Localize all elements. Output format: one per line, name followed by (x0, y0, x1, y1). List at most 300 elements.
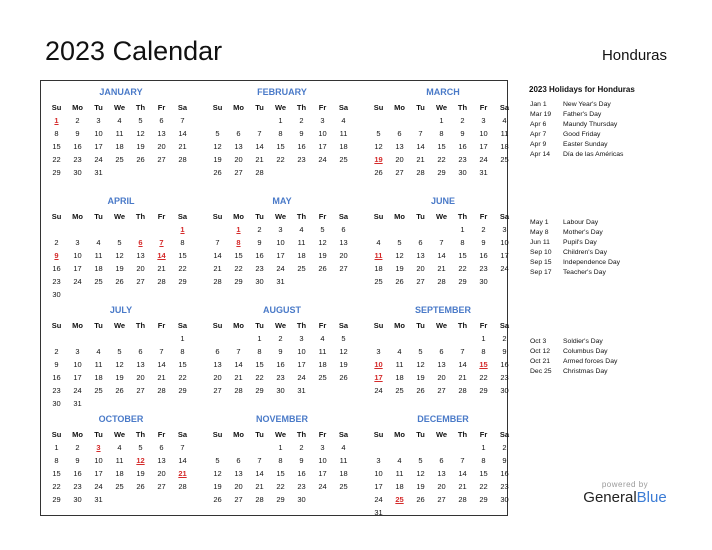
holiday-day: 14 (157, 251, 166, 260)
day-cell: 13 (437, 360, 446, 369)
day-cell: 4 (299, 225, 304, 234)
holiday-group (530, 100, 705, 160)
day-cell: 2 (460, 116, 465, 125)
day-cell: 24 (318, 482, 327, 491)
day-cell: 27 (157, 482, 166, 491)
day-cell: 24 (374, 386, 383, 395)
month-name: SEPTEMBER (414, 305, 471, 315)
day-cell: 11 (94, 360, 103, 369)
holiday-date: Oct 3 (530, 338, 547, 345)
day-cell: 25 (374, 277, 383, 286)
day-cell: 28 (178, 155, 187, 164)
empty-cell (249, 441, 270, 454)
day-cell: 8 (460, 238, 465, 247)
day-cell: 28 (458, 386, 467, 395)
day-cell: 15 (458, 251, 467, 260)
day-cell: 4 (397, 347, 402, 356)
day-cell: 23 (479, 264, 488, 273)
day-cell: 12 (115, 360, 124, 369)
month-name: APRIL (107, 196, 135, 206)
empty-cell (130, 223, 151, 236)
weekday-label: Mo (72, 430, 83, 439)
empty-cell (88, 223, 109, 236)
day-cell: 17 (94, 469, 103, 478)
day-cell: 20 (234, 482, 243, 491)
day-cell: 27 (339, 264, 348, 273)
holiday-date: Apr 6 (530, 121, 547, 128)
day-cell: 8 (278, 456, 283, 465)
day-cell: 31 (94, 168, 103, 177)
weekday-label: We (435, 321, 448, 330)
weekday-label: Su (51, 430, 62, 439)
day-cell: 19 (115, 264, 124, 273)
day-cell: 7 (215, 238, 220, 247)
day-cell: 15 (437, 142, 446, 151)
weekday-header (368, 210, 518, 223)
weekday-label: We (274, 103, 287, 112)
empty-cell (431, 223, 452, 236)
day-cell: 10 (500, 238, 509, 247)
day-cell: 20 (234, 155, 243, 164)
weekday-label: Tu (94, 321, 103, 330)
day-cell: 9 (75, 456, 80, 465)
holiday-day: 25 (395, 495, 404, 504)
day-cell: 23 (500, 482, 509, 491)
weekday-label: Mo (233, 430, 244, 439)
weekday-label: Th (135, 212, 146, 221)
day-cell: 18 (297, 251, 306, 260)
day-cell: 31 (276, 277, 285, 286)
day-cell: 9 (299, 129, 304, 138)
day-cell: 24 (94, 482, 103, 491)
holiday-row (530, 140, 705, 150)
day-grid (46, 332, 196, 410)
weekday-header (46, 319, 196, 332)
day-cell: 25 (339, 482, 348, 491)
day-cell: 16 (255, 251, 264, 260)
day-cell: 11 (318, 347, 327, 356)
calendar-grid-frame (40, 80, 508, 516)
holiday-date: May 8 (530, 229, 549, 236)
empty-cell (249, 114, 270, 127)
weekday-label: Tu (255, 103, 264, 112)
day-cell: 10 (318, 129, 327, 138)
day-cell: 8 (257, 347, 262, 356)
day-cell: 4 (502, 116, 507, 125)
day-cell: 15 (479, 469, 488, 478)
weekday-label: We (274, 321, 287, 330)
day-cell: 20 (339, 251, 348, 260)
empty-cell (88, 332, 109, 345)
holiday-row (530, 268, 705, 278)
weekday-label: Fr (157, 321, 166, 330)
day-cell: 8 (439, 129, 444, 138)
weekday-label: Sa (499, 430, 510, 439)
day-cell: 4 (341, 443, 346, 452)
day-cell: 28 (458, 495, 467, 504)
weekday-label: Fr (318, 103, 327, 112)
day-cell: 25 (115, 155, 124, 164)
day-cell: 1 (460, 225, 465, 234)
day-cell: 22 (479, 482, 488, 491)
weekday-label: Su (373, 212, 384, 221)
day-cell: 27 (157, 155, 166, 164)
weekday-label: Fr (157, 430, 166, 439)
weekday-label: Sa (499, 103, 510, 112)
empty-cell (46, 332, 67, 345)
day-cell: 11 (115, 129, 124, 138)
empty-cell (368, 223, 389, 236)
day-cell: 23 (73, 155, 82, 164)
day-cell: 19 (115, 373, 124, 382)
weekday-label: Sa (177, 103, 188, 112)
day-cell: 19 (395, 264, 404, 273)
holiday-date: Oct 21 (530, 358, 551, 365)
day-cell: 11 (339, 456, 348, 465)
weekday-header (368, 428, 518, 441)
weekday-label: Tu (94, 212, 103, 221)
empty-cell (389, 332, 410, 345)
month-january (46, 83, 196, 179)
month-name: JUNE (430, 196, 455, 206)
holiday-day: 6 (138, 238, 143, 247)
day-cell: 8 (54, 456, 59, 465)
day-cell: 31 (73, 399, 82, 408)
holiday-date: Sep 17 (530, 269, 552, 276)
day-cell: 21 (255, 482, 264, 491)
empty-cell (109, 332, 130, 345)
holiday-name: Children's Day (563, 249, 607, 256)
day-cell: 5 (117, 238, 122, 247)
day-cell: 6 (236, 456, 241, 465)
holiday-name: Armed forces Day (563, 358, 618, 365)
day-cell: 30 (73, 495, 82, 504)
day-cell: 5 (418, 347, 423, 356)
day-cell: 29 (437, 168, 446, 177)
day-cell: 8 (54, 129, 59, 138)
day-cell: 6 (236, 129, 241, 138)
month-august (207, 301, 357, 397)
day-cell: 17 (479, 142, 488, 151)
day-cell: 30 (479, 277, 488, 286)
weekday-header (207, 319, 357, 332)
page-title: 2023 Calendar (45, 36, 223, 66)
empty-cell (207, 441, 228, 454)
day-cell: 28 (255, 168, 264, 177)
day-cell: 16 (73, 142, 82, 151)
day-cell: 3 (502, 225, 507, 234)
holiday-row (530, 120, 705, 130)
empty-cell (389, 114, 410, 127)
day-grid (207, 114, 357, 179)
day-cell: 13 (234, 469, 243, 478)
weekday-label: Tu (416, 430, 425, 439)
day-cell: 5 (320, 225, 325, 234)
holiday-date: Sep 10 (530, 249, 552, 256)
weekday-label: Th (135, 430, 146, 439)
day-cell: 20 (157, 469, 166, 478)
weekday-label: Mo (394, 430, 405, 439)
day-cell: 4 (341, 116, 346, 125)
day-cell: 3 (75, 238, 80, 247)
holiday-group (530, 337, 705, 377)
day-cell: 20 (395, 155, 404, 164)
day-grid (368, 114, 518, 179)
day-cell: 17 (94, 142, 103, 151)
day-cell: 14 (178, 456, 187, 465)
day-cell: 14 (458, 360, 467, 369)
day-cell: 23 (297, 155, 306, 164)
holiday-group (530, 218, 705, 278)
holiday-row (530, 238, 705, 248)
day-cell: 14 (437, 251, 446, 260)
holiday-date: Jun 11 (530, 239, 550, 246)
day-cell: 15 (234, 251, 243, 260)
day-cell: 29 (479, 386, 488, 395)
day-cell: 6 (341, 225, 346, 234)
weekday-label: Th (457, 103, 468, 112)
month-may (207, 192, 357, 288)
day-cell: 23 (458, 155, 467, 164)
day-cell: 4 (397, 456, 402, 465)
day-cell: 16 (73, 469, 82, 478)
weekday-label: Fr (318, 212, 327, 221)
weekday-label: Sa (338, 212, 349, 221)
day-cell: 15 (52, 469, 61, 478)
day-cell: 6 (159, 116, 164, 125)
holiday-day: 1 (54, 116, 59, 125)
empty-cell (410, 223, 431, 236)
holiday-day: 21 (178, 469, 187, 478)
day-cell: 14 (157, 360, 166, 369)
empty-cell (207, 223, 228, 236)
day-cell: 7 (460, 347, 465, 356)
day-cell: 19 (213, 482, 222, 491)
empty-cell (410, 441, 431, 454)
weekday-label: Th (296, 430, 307, 439)
day-cell: 21 (458, 482, 467, 491)
day-cell: 8 (278, 129, 283, 138)
month-name: JANUARY (99, 87, 143, 97)
day-cell: 7 (418, 129, 423, 138)
empty-cell (67, 223, 88, 236)
weekday-label: Mo (72, 321, 83, 330)
day-cell: 12 (213, 469, 222, 478)
day-cell: 3 (75, 347, 80, 356)
day-cell: 8 (481, 347, 486, 356)
weekday-header (46, 210, 196, 223)
day-cell: 3 (278, 225, 283, 234)
day-cell: 22 (234, 264, 243, 273)
day-cell: 2 (278, 334, 283, 343)
weekday-label: We (274, 212, 287, 221)
holiday-day: 12 (136, 456, 145, 465)
day-cell: 4 (376, 238, 381, 247)
day-cell: 27 (437, 386, 446, 395)
day-cell: 24 (479, 155, 488, 164)
day-cell: 14 (255, 469, 264, 478)
day-cell: 9 (54, 360, 59, 369)
day-cell: 22 (437, 155, 446, 164)
brand-name-blue: Blue (636, 489, 667, 506)
holiday-day: 7 (159, 238, 164, 247)
day-cell: 30 (276, 386, 285, 395)
day-cell: 11 (115, 456, 124, 465)
holiday-row (530, 110, 705, 120)
weekday-header (207, 210, 357, 223)
day-cell: 13 (213, 360, 222, 369)
day-cell: 12 (318, 238, 327, 247)
day-cell: 4 (96, 238, 101, 247)
day-cell: 3 (320, 443, 325, 452)
day-cell: 6 (418, 238, 423, 247)
day-cell: 1 (481, 443, 486, 452)
holiday-name: Labour Day (563, 219, 599, 226)
month-name: OCTOBER (98, 414, 144, 424)
empty-cell (368, 441, 389, 454)
weekday-label: Tu (255, 212, 264, 221)
day-cell: 25 (94, 386, 103, 395)
weekday-header (368, 101, 518, 114)
day-cell: 4 (320, 334, 325, 343)
day-cell: 16 (479, 251, 488, 260)
day-cell: 4 (117, 116, 122, 125)
holiday-name: Father's Day (563, 111, 602, 118)
day-cell: 13 (339, 238, 348, 247)
holiday-date: Apr 9 (530, 141, 547, 148)
day-cell: 15 (276, 142, 285, 151)
day-cell: 18 (115, 142, 124, 151)
day-cell: 29 (52, 495, 61, 504)
weekday-label: We (113, 212, 126, 221)
day-cell: 3 (96, 116, 101, 125)
holiday-day: 1 (236, 225, 241, 234)
day-cell: 10 (479, 129, 488, 138)
day-cell: 10 (297, 347, 306, 356)
day-cell: 7 (439, 238, 444, 247)
day-cell: 24 (374, 495, 383, 504)
day-cell: 23 (297, 482, 306, 491)
day-cell: 25 (115, 482, 124, 491)
weekday-label: Fr (479, 430, 488, 439)
day-cell: 25 (94, 277, 103, 286)
weekday-label: We (113, 103, 126, 112)
day-cell: 22 (276, 155, 285, 164)
empty-cell (389, 441, 410, 454)
holiday-name: Independence Day (563, 259, 621, 266)
day-cell: 23 (73, 482, 82, 491)
day-cell: 2 (502, 334, 507, 343)
day-cell: 10 (318, 456, 327, 465)
day-cell: 8 (180, 347, 185, 356)
day-cell: 13 (395, 142, 404, 151)
day-cell: 5 (215, 129, 220, 138)
day-cell: 7 (460, 456, 465, 465)
holiday-date: May 1 (530, 219, 549, 226)
day-cell: 1 (54, 443, 59, 452)
day-cell: 18 (395, 373, 404, 382)
day-grid (368, 332, 518, 397)
holiday-date: Apr 7 (530, 131, 547, 138)
month-march (368, 83, 518, 179)
day-cell: 4 (117, 443, 122, 452)
holiday-day: 17 (374, 373, 383, 382)
month-february (207, 83, 357, 179)
day-cell: 22 (52, 482, 61, 491)
holiday-day: 15 (479, 360, 488, 369)
holiday-row (530, 337, 705, 347)
day-cell: 11 (339, 129, 348, 138)
day-cell: 18 (115, 469, 124, 478)
weekday-label: Fr (318, 430, 327, 439)
weekday-label: Mo (233, 212, 244, 221)
day-cell: 3 (320, 116, 325, 125)
day-cell: 2 (75, 116, 80, 125)
holiday-day: 10 (374, 360, 383, 369)
day-cell: 29 (458, 277, 467, 286)
day-cell: 18 (318, 360, 327, 369)
weekday-label: Tu (94, 430, 103, 439)
day-cell: 30 (52, 290, 61, 299)
day-cell: 21 (416, 155, 425, 164)
empty-cell (130, 332, 151, 345)
day-cell: 22 (458, 264, 467, 273)
holiday-day: 9 (54, 251, 59, 260)
weekday-label: Th (457, 321, 468, 330)
empty-cell (207, 114, 228, 127)
day-cell: 6 (397, 129, 402, 138)
weekday-header (46, 101, 196, 114)
day-cell: 23 (500, 373, 509, 382)
month-april (46, 192, 196, 301)
holiday-name: Mother's Day (563, 229, 603, 236)
day-cell: 16 (458, 142, 467, 151)
day-cell: 27 (234, 495, 243, 504)
generalblue-logo[interactable] (580, 480, 670, 506)
day-cell: 3 (376, 347, 381, 356)
day-cell: 21 (234, 373, 243, 382)
day-cell: 8 (180, 238, 185, 247)
holiday-row (530, 258, 705, 268)
day-cell: 17 (318, 142, 327, 151)
day-cell: 30 (297, 495, 306, 504)
month-july (46, 301, 196, 410)
weekday-header (46, 428, 196, 441)
day-cell: 10 (374, 469, 383, 478)
day-cell: 17 (73, 373, 82, 382)
weekday-label: Fr (479, 212, 488, 221)
day-cell: 10 (73, 251, 82, 260)
day-cell: 7 (180, 116, 185, 125)
day-cell: 1 (481, 334, 486, 343)
day-cell: 8 (481, 456, 486, 465)
weekday-label: Su (212, 321, 223, 330)
day-cell: 25 (395, 386, 404, 395)
day-cell: 14 (213, 251, 222, 260)
holiday-row (530, 228, 705, 238)
day-cell: 16 (52, 264, 61, 273)
empty-cell (228, 332, 249, 345)
weekday-header (368, 319, 518, 332)
empty-cell (410, 332, 431, 345)
day-cell: 26 (213, 495, 222, 504)
day-cell: 15 (52, 142, 61, 151)
day-cell: 6 (215, 347, 220, 356)
day-cell: 7 (159, 347, 164, 356)
day-cell: 27 (213, 386, 222, 395)
day-cell: 21 (157, 264, 166, 273)
day-cell: 6 (439, 456, 444, 465)
